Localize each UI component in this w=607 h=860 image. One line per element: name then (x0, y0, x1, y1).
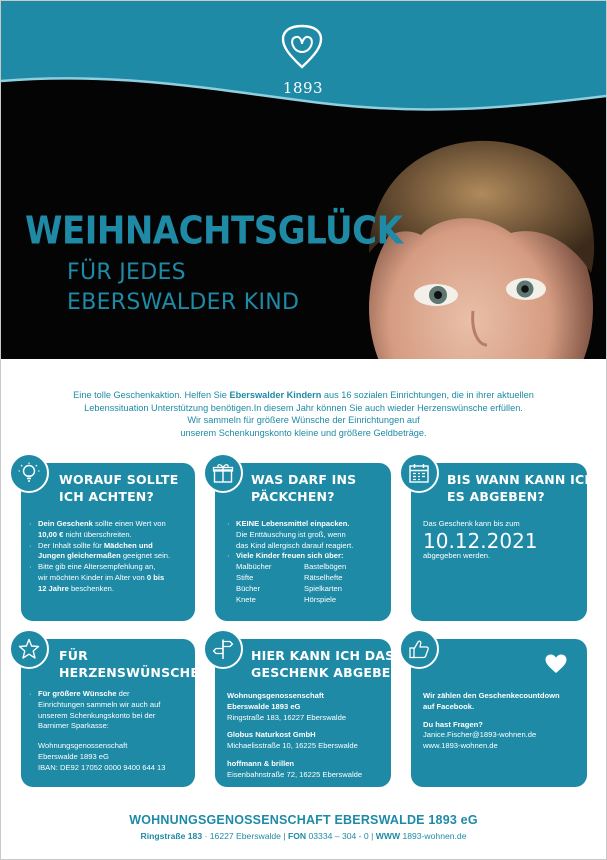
card-body-abgeben-2: abgegeben werden. (423, 551, 491, 560)
card-title-paeckchen: WAS DARF INS PÄCKCHEN? (251, 472, 357, 504)
card-title-herzens: FÜR HERZENSWÜNSCHE (59, 648, 200, 680)
iban: IBAN: DE92 17052 0000 9400 644 13 (38, 762, 166, 772)
card-body-achten: · Dein Geschenk sollte einen Wert von 10,00 € nicht überschreiten. · Der Inhalt sollte für Mädchen und Jungen gleichermaßen geeignet sein. · Bitte gib eine Altersempfehlung an, wir möchten Kinder im Alter von 0 bis 12 Jahre beschenken. (29, 519, 191, 595)
deadline-date: 10.12.2021 (423, 529, 538, 553)
lightbulb-icon (9, 453, 49, 493)
intro-text: Eine tolle Geschenkaktion. Helfen Sie Eberswalder Kindern aus 16 sozialen Einrichtungen, die in ihrer aktuellen Lebenssituation Unterstützung benötigen.In diesem Jahr können Sie auch wieder Herzenswünsche erfüllen. Wir sammeln für größere Wünsche der Einrichtungen auf unserem Schenkungskonto kleine und größere Geldbeträge. (73, 390, 534, 438)
contact-email[interactable]: Janice.Fischer@1893-wohnen.de (423, 730, 537, 740)
logo-year: 1893 (282, 79, 324, 97)
website-link[interactable]: www.1893-wohnen.de (423, 741, 498, 751)
card-body-paeckchen: · KEINE Lebensmittel einpacken. Die Enttäuschung ist groß, wenn das Kind allergisch darauf reagiert. · Viele Kinder freuen sich über: Malbücher Bastelbögen Stifte Rätselhefte Bücher Spielkarten Knete Hörspiele (227, 519, 387, 605)
card-body-herzens: · Für größere Wünsche der Einrichtungen sammeln wir auch auf unserem Schenkungskonto bei der Barnimer Sparkasse: Wohnungsgenossenschaft Eberswalde 1893 eG IBAN: DE92 17052 0000 9400 644 13 (29, 689, 191, 774)
footer-contact: Ringstraße 183 · 16227 Eberswalde | FON 03334 – 304 - 0 | WWW 1893-wohnen.de (140, 831, 467, 841)
heart-pin-icon (279, 23, 325, 71)
card-body-facebook: Wir zählen den Geschenkecountdown auf Facebook. Du hast Fragen? Janice.Fischer@1893-wohnen.de www.1893-wohnen.de (423, 691, 585, 752)
hero-subtitle-line1: FÜR JEDES (67, 260, 186, 285)
hero-title: WEIHNACHTSGLÜCK (25, 209, 403, 254)
card-body-wo: Wohnungsgenossenschaft Eberswalde 1893 eG Ringstraße 183, 16227 Eberswalde Globus Naturkost GmbH Michaelisstraße 10, 16225 Eberswalde hoffmann & brillen Eisenbahnstraße 72, 16225 Eberswalde (227, 691, 363, 779)
card-title-wo: HIER KANN ICH DAS GESCHENK ABGEBEN: (251, 648, 407, 680)
thumbs-up-icon (399, 629, 439, 669)
footer-website[interactable]: 1893-wohnen.de (400, 831, 467, 841)
card-title-achten: WORAUF SOLLTE ICH ACHTEN? (59, 472, 179, 504)
star-icon (9, 629, 49, 669)
calendar-icon (399, 453, 439, 493)
footer-organisation: WOHNUNGSGENOSSENSCHAFT EBERSWALDE 1893 eG (129, 813, 478, 827)
gift-ideas-list: Malbücher Bastelbögen Stifte Rätselhefte Bücher Spielkarten Knete Hörspiele (236, 562, 347, 604)
hero-subtitle-line2: EBERSWALDER KIND (67, 290, 300, 315)
card-title-abgeben: BIS WANN KANN ICH ES ABGEBEN? (447, 472, 596, 504)
gift-icon (203, 453, 243, 493)
signpost-icon (203, 629, 243, 669)
heart-icon (543, 653, 569, 675)
card-body-abgeben: Das Geschenk kann bis zum (423, 519, 520, 528)
